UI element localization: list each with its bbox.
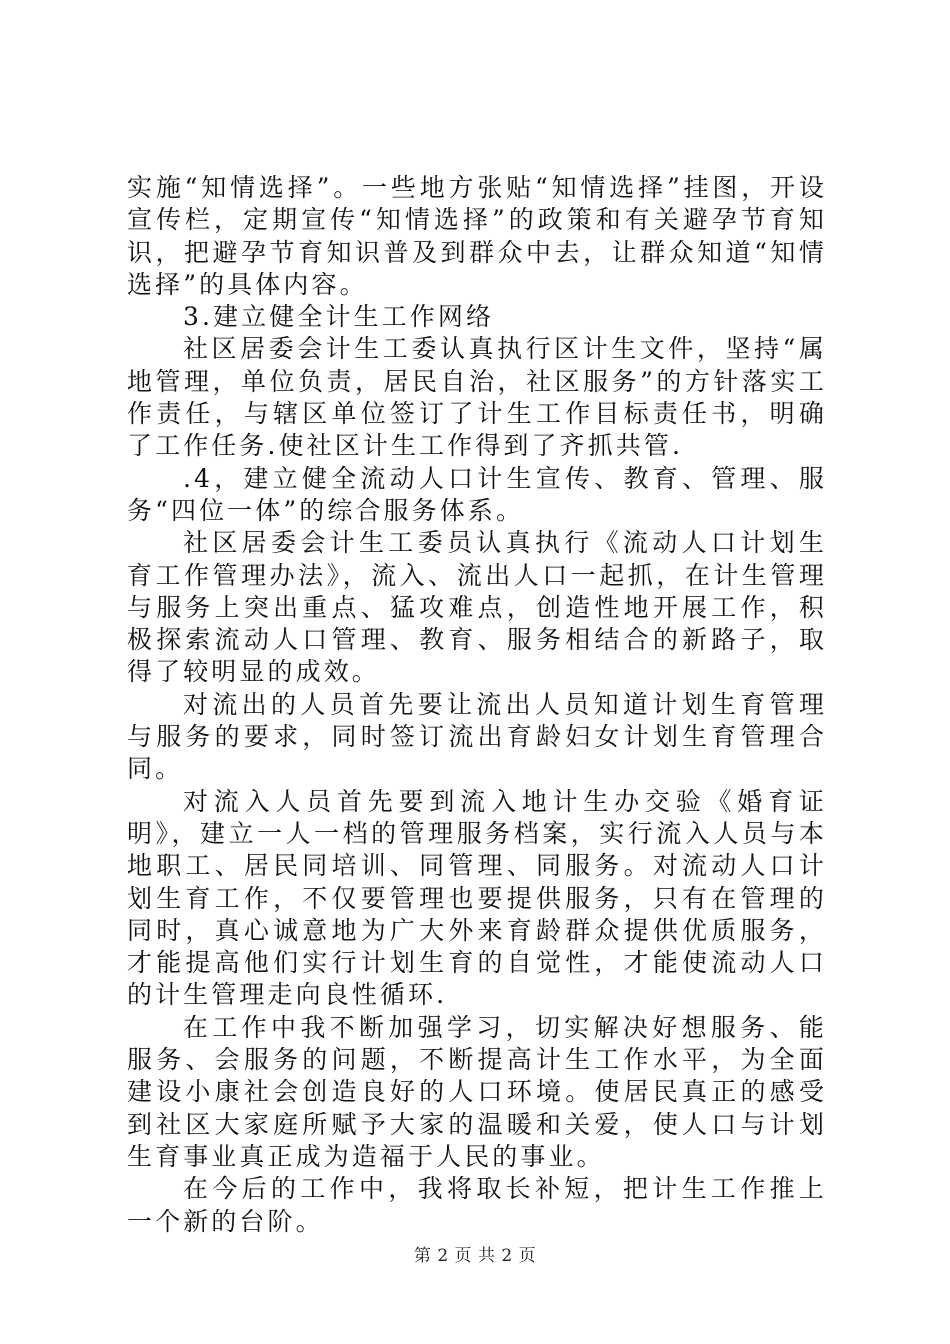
paragraph-floating-population: 社区居委会计生工委员认真执行《流动人口计划生育工作管理办法》，流入、流出人口一起抓，在计生管理与服务上突出重点、猛攻难点，创造性地开展工作，积极探索流动人口管理、教育、服务相结合的新路子，取得了较明显的成效。 (127, 528, 827, 687)
document-body (127, 172, 827, 1238)
paragraph-network: 社区居委会计生工委认真执行区计生文件，坚持“属地管理，单位负责，居民自治，社区服务”的方针落实工作责任，与辖区单位签订了计生工作目标责任书，明确了工作任务.使社区计生工作得到了齐抓共管. (127, 334, 827, 461)
section-heading-4: .4，建立健全流动人口计生宣传、教育、管理、服务“四位一体”的综合服务体系。 (127, 463, 827, 525)
page-footer: 第 2 页 共 2 页 (413, 1246, 537, 1266)
paragraph-conclusion: 在今后的工作中，我将取长补短，把计生工作推上一个新的台阶。 (127, 1174, 827, 1236)
paragraph-inflow: 对流入人员首先要到流入地计生办交验《婚育证明》，建立一人一档的管理服务档案，实行流入人员与本地职工、居民同培训、同管理、同服务。对流动人口计划生育工作，不仅要管理也要提供服务，只有在管理的同时，真心诚意地为广大外来育龄群众提供优质服务，才能提高他们实行计划生育的自觉性，才能使流动人口的计生管理走向良性循环. (127, 786, 827, 1010)
paragraph-outflow: 对流出的人员首先要让流出人员知道计划生育管理与服务的要求，同时签订流出育龄妇女计划生育管理合同。 (127, 689, 827, 784)
section-heading-3: 3.建立健全计生工作网络 (183, 302, 495, 332)
paragraph-work-study: 在工作中我不断加强学习，切实解决好想服务、能服务、会服务的问题，不断提高计生工作水平，为全面建设小康社会创造良好的人口环境。使居民真正的感受到社区大家庭所赋予大家的温暖和关爱，使人口与计划生育事业真正成为造福于人民的事业。 (127, 1012, 827, 1171)
paragraph-intro-continued: 实施“知情选择”。一些地方张贴“知情选择”挂图，开设宣传栏，定期宣传“知情选择”的政策和有关避孕节育知识，把避孕节育知识普及到群众中去，让群众知道“知情选择”的具体内容。 (127, 173, 827, 299)
